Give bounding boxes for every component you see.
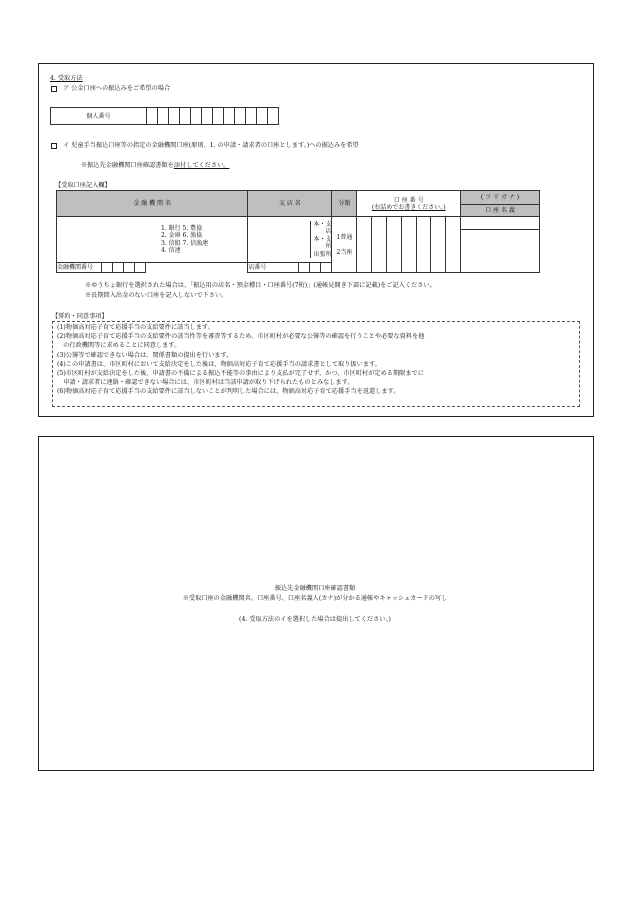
- bank-type-option: 1. 銀行 5. 農協: [161, 225, 203, 233]
- individual-number-field: [50, 107, 279, 125]
- branch-type-option: 本・支: [313, 220, 332, 228]
- account-number-digit[interactable]: [431, 217, 446, 273]
- branch-code-label: 店番号: [248, 263, 299, 273]
- option-i-row: [51, 142, 359, 150]
- bank-code-digit[interactable]: [113, 263, 124, 273]
- account-number-digit[interactable]: [357, 217, 372, 273]
- account-number-digit[interactable]: [446, 217, 461, 273]
- branch-name-header: 支 店 名: [248, 191, 332, 217]
- account-holder-cell[interactable]: [461, 217, 540, 273]
- account-section-title: 【受取口座記入欄】: [55, 182, 111, 189]
- individual-number-label: 個人番号: [51, 108, 147, 125]
- individual-number-digit[interactable]: [235, 108, 246, 125]
- attachment-description: ※受取口座の金融機関名、口座番号、口座名義人(カナ)が分かる通帳やキャッシュカードの写し: [182, 595, 448, 602]
- section4-title: 4. 受取方法: [50, 75, 83, 82]
- pledge-item: (5)市区町村が支給決定をした後、申請書の不備による振込不能等の事由により支払が完了せず、かつ、市区町村が定める期限までに: [57, 370, 424, 378]
- branch-type-option: 本・支: [313, 235, 332, 243]
- pledge-item: (3)公簿等で確認できない場合は、関係書類の提出を行います。: [57, 351, 233, 359]
- individual-number-digit[interactable]: [246, 108, 257, 125]
- pledge-title: 【誓約・同意事項】: [52, 313, 108, 320]
- account-number-digit[interactable]: [416, 217, 431, 273]
- account-type-option: 2当座: [336, 248, 353, 256]
- pledge-item: 申請・請求者に連絡・確認できない場合には、市区町村は当該申請が取り下げられたものとみなします。: [57, 379, 354, 387]
- bank-code-label: 金融機関番号: [57, 263, 102, 273]
- option-i-checkbox[interactable]: [51, 143, 57, 149]
- bank-type-option: 4. 信連: [161, 246, 181, 254]
- individual-number-digit[interactable]: [224, 108, 235, 125]
- attachment-condition: (4. 受取方法のイを選択した場合は提出してください。): [239, 616, 391, 623]
- individual-number-digit[interactable]: [158, 108, 169, 125]
- account-type-cell[interactable]: [332, 217, 357, 273]
- pledge-item: (2)物価高対応子育て応援手当の支給要件の該当性等を審査等するため、市区町村が必要な公簿等の確認を行うことや必要な資料を他: [57, 333, 425, 341]
- option-a-label: ア 公金口座への振込みをご希望の場合: [63, 85, 171, 92]
- furigana-header: ( フ リ ガ ナ ): [461, 191, 540, 205]
- branch-code-digit[interactable]: [310, 263, 321, 273]
- account-number-note: (右詰めでお書きください。): [371, 203, 446, 211]
- bank-name-cell[interactable]: [57, 217, 248, 263]
- account-number-digit[interactable]: [401, 217, 416, 273]
- account-number-label: 口 座 番 号: [393, 196, 424, 204]
- account-type-option: 1普通: [336, 233, 353, 241]
- bank-code-filler: [146, 263, 248, 273]
- bank-type-option: 2. 金庫 6. 漁協: [161, 232, 203, 240]
- branch-code-digit[interactable]: [299, 263, 310, 273]
- pledge-item: の行政機関等に求めることに同意します。: [57, 342, 181, 350]
- option-i-note: [81, 162, 230, 170]
- individual-number-digit[interactable]: [169, 108, 180, 125]
- branch-name-cell[interactable]: [248, 217, 332, 263]
- pledge-item: (4)この申請書は、市区町村において支給決定をした後は、物価高対応子育て応援手当の請求書として取り扱います。: [57, 360, 381, 368]
- bank-code-digit[interactable]: [102, 263, 113, 273]
- branch-type-option: 出張所: [313, 250, 332, 258]
- account-number-header: [357, 191, 461, 217]
- option-i-label: イ 児童手当振込口座等の指定の金融機関口座(原則、1. の申請・請求者の口座とします。)への振込みを希望: [63, 142, 359, 149]
- pledge-item: (6)物価高対応子育て応援手当の支給要件に該当しないことが判明した場合には、物価高対応子育て応援手当を返還します。: [57, 388, 400, 396]
- bank-name-header: 金 融 機 関 名: [57, 191, 248, 217]
- pledge-box: [52, 321, 580, 407]
- attachment-frame[interactable]: [38, 436, 594, 771]
- individual-number-digit[interactable]: [180, 108, 191, 125]
- individual-number-digit[interactable]: [191, 108, 202, 125]
- dormant-account-note: ※長期間入出金のない口座を記入しないで下さい。: [85, 292, 228, 299]
- account-number-digit[interactable]: [387, 217, 402, 273]
- option-i-note-prefix: ※振込先金融機関口座確認書類を: [81, 162, 174, 169]
- account-type-header: 分類: [332, 191, 357, 217]
- individual-number-digit[interactable]: [202, 108, 213, 125]
- account-table: [56, 190, 540, 273]
- bank-code-digit[interactable]: [135, 263, 146, 273]
- individual-number-digit[interactable]: [213, 108, 224, 125]
- branch-type-option: 所: [325, 243, 332, 251]
- yucho-note: ※ゆうちょ銀行を選択された場合は、「振込用の店名・預金種目・口座番号(7桁)」(通帳見開き下部に記載)をご記入ください。: [85, 282, 436, 289]
- option-i-note-underlined: 添付してください。: [173, 162, 230, 169]
- pledge-item: (1)物価高対応子育て応援手当の支給要件に該当します。: [57, 324, 214, 331]
- account-number-digit[interactable]: [372, 217, 387, 273]
- account-holder-header: 口 座 名 義: [461, 205, 540, 217]
- bank-type-option: 3. 信組 7. 信漁連: [161, 239, 209, 247]
- branch-type-option: 店: [325, 228, 332, 236]
- individual-number-digit[interactable]: [147, 108, 158, 125]
- branch-code-digit[interactable]: [321, 263, 332, 273]
- individual-number-digit[interactable]: [268, 108, 279, 125]
- bank-code-digit[interactable]: [124, 263, 135, 273]
- individual-number-digit[interactable]: [257, 108, 268, 125]
- option-a-checkbox[interactable]: [51, 86, 57, 92]
- attachment-title: 振込先金融機関口座確認書類: [274, 585, 356, 592]
- option-a-row: [51, 85, 170, 93]
